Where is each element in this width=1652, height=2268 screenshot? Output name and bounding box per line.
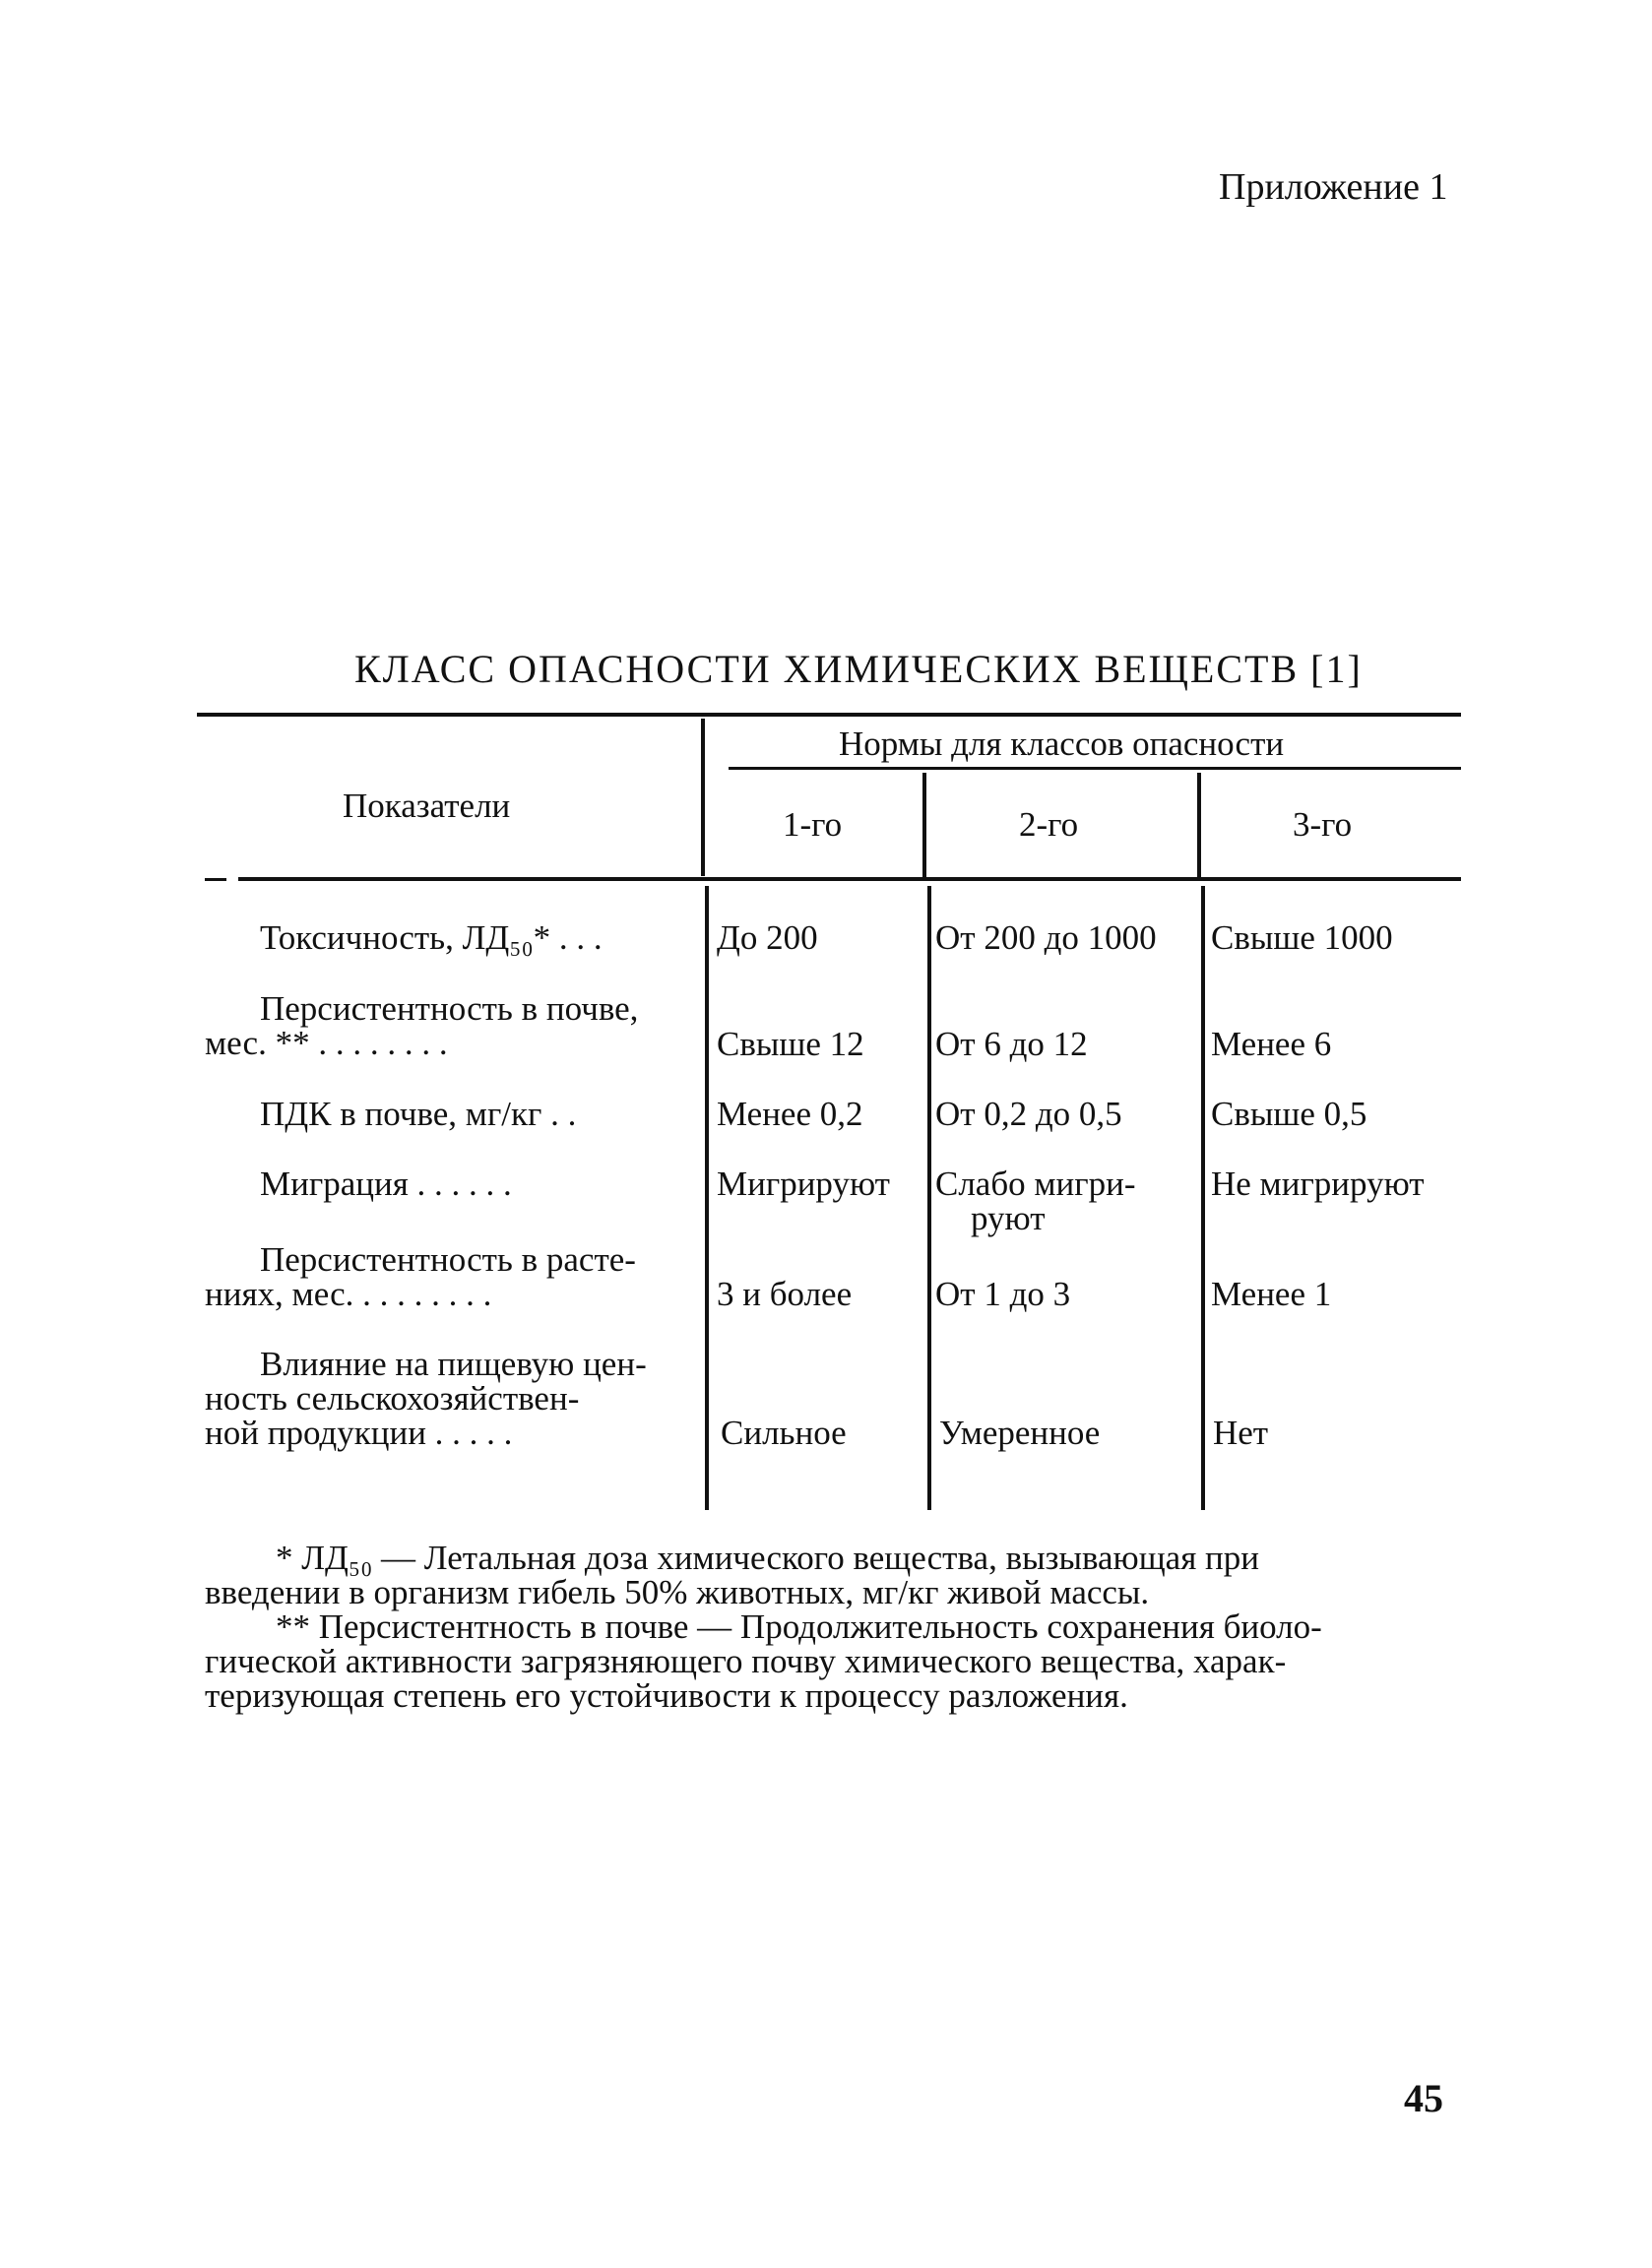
row-1-cell-1: До 200 — [717, 918, 818, 957]
footnote-1-line-2: введении в организм гибель 50% животных, мг/кг живой массы. — [205, 1573, 1150, 1611]
row-1-cell-3: Свыше 1000 — [1211, 918, 1393, 957]
row-4-cell-3: Не мигрируют — [1211, 1165, 1425, 1203]
row-2-label-line-1: Персистентность в почве, — [260, 989, 639, 1028]
row-3-cell-3: Свыше 0,5 — [1211, 1095, 1367, 1133]
row-1-label-line-1: Токсичность, ЛД₅₀* . . . — [260, 918, 603, 957]
table-title: КЛАСС ОПАСНОСТИ ХИМИЧЕСКИХ ВЕЩЕСТВ [1] — [354, 647, 1363, 691]
row-4-cell-2-line-2: руют — [971, 1199, 1046, 1237]
header-norms: Нормы для классов опасности — [839, 724, 1285, 763]
table-row-label — [205, 1347, 701, 1450]
header-class-3: 3-го — [1293, 805, 1353, 844]
row-5-label-line-1: Персистентность в расте- — [260, 1240, 636, 1279]
col-divider-indicators-body — [705, 886, 709, 1510]
row-2-cell-1: Свыше 12 — [717, 1025, 864, 1063]
row-6-label-line-2: ность сельскохозяйствен- — [205, 1379, 580, 1418]
row-1-cell-2: От 200 до 1000 — [935, 920, 1157, 955]
col-divider-1-2 — [922, 773, 926, 877]
footnote-1-line-1: * ЛД₅₀ — Летальная доза химического вещества, вызывающая при — [276, 1539, 1260, 1577]
header-indicators: Показатели — [343, 787, 511, 825]
table-row-label — [205, 1166, 701, 1201]
row-5-cell-2: От 1 до 3 — [935, 1275, 1071, 1313]
row-3-cell-1: Менее 0,2 — [717, 1095, 863, 1133]
row-6-cell-1: Сильное — [721, 1414, 847, 1452]
table-row-label — [205, 1097, 701, 1131]
header-sub-rule — [729, 767, 1461, 770]
row-4-cell-1: Мигрируют — [717, 1165, 890, 1203]
row-2-label-line-2: мес. ** . . . . . . . . — [205, 1024, 448, 1062]
table-top-rule — [197, 713, 1461, 717]
row-4-cell-2 — [935, 1166, 1136, 1235]
row-6-label-line-1: Влияние на пищевую цен- — [260, 1345, 647, 1383]
row-3-label-line-1: ПДК в почве, мг/кг . . — [260, 1095, 577, 1133]
row-4-label-line-1: Миграция . . . . . . — [260, 1165, 512, 1203]
page-number: 45 — [1404, 2076, 1443, 2120]
row-6-cell-2: Умеренное — [939, 1414, 1101, 1452]
row-3-cell-2: От 0,2 до 0,5 — [935, 1095, 1122, 1133]
col-divider-2-3 — [1197, 773, 1201, 877]
row-5-cell-3: Менее 1 — [1211, 1275, 1332, 1313]
footnotes — [205, 1541, 1461, 1713]
row-5-label-line-2: ниях, мес. . . . . . . . . — [205, 1275, 492, 1313]
table-row-label — [205, 920, 701, 955]
col-divider-indicators — [701, 719, 705, 876]
appendix-label: Приложение 1 — [1219, 166, 1448, 208]
col-divider-2-3-body — [1201, 886, 1205, 1510]
col-divider-1-2-body — [927, 886, 931, 1510]
row-6-cell-3: Нет — [1213, 1414, 1269, 1452]
row-5-cell-1: 3 и более — [717, 1275, 853, 1313]
header-class-1: 1-го — [783, 805, 843, 844]
row-2-cell-3: Менее 6 — [1211, 1025, 1332, 1063]
header-class-2: 2-го — [1019, 805, 1079, 844]
footnote-2-line-3: теризующая степень его устойчивости к процессу разложения. — [205, 1676, 1128, 1715]
footnote-2-line-2: гической активности загрязняющего почву химического вещества, харак- — [205, 1642, 1287, 1680]
table-row-label — [205, 991, 701, 1060]
header-bottom-rule — [238, 877, 1461, 881]
row-2-cell-2: От 6 до 12 — [935, 1025, 1088, 1063]
footnote-2-line-1: ** Персистентность в почве — Продолжительность сохранения биоло- — [276, 1607, 1322, 1646]
header-bottom-rule-stub — [205, 878, 226, 881]
row-4-cell-2-line-1: Слабо мигри- — [935, 1165, 1136, 1203]
row-6-label-line-3: ной продукции . . . . . — [205, 1414, 513, 1452]
table-row-label — [205, 1242, 701, 1311]
